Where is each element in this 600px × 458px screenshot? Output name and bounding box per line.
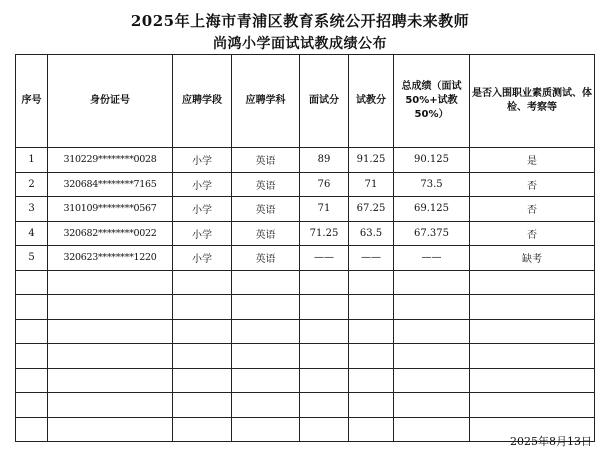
cell-stage: 小学 bbox=[173, 172, 232, 197]
empty-table-row bbox=[16, 270, 595, 295]
cell-teaching: —— bbox=[349, 246, 394, 271]
cell-no: 1 bbox=[16, 148, 48, 173]
cell-stage: 小学 bbox=[173, 246, 232, 271]
cell-id: 320623********1220 bbox=[48, 246, 173, 271]
results-table bbox=[15, 54, 595, 442]
cell-no: 3 bbox=[16, 197, 48, 222]
cell-id: 310229********0028 bbox=[48, 148, 173, 173]
header-total: 总成绩（面试50%+试教50%） bbox=[394, 55, 470, 148]
cell-status: 否 bbox=[470, 197, 595, 222]
cell-status: 否 bbox=[470, 172, 595, 197]
header-no: 序号 bbox=[16, 55, 48, 148]
empty-table-row bbox=[16, 393, 595, 418]
page-title: 2025年上海市青浦区教育系统公开招聘未来教师 bbox=[130, 12, 470, 30]
header-subject: 应聘学科 bbox=[232, 55, 300, 148]
empty-table-row bbox=[16, 417, 595, 442]
header-id: 身份证号 bbox=[48, 55, 173, 148]
empty-table-row bbox=[16, 368, 595, 393]
table-row bbox=[16, 246, 595, 271]
cell-status: 缺考 bbox=[470, 246, 595, 271]
header-stage: 应聘学段 bbox=[173, 55, 232, 148]
cell-total: —— bbox=[394, 246, 470, 271]
cell-subject: 英语 bbox=[232, 172, 300, 197]
cell-stage: 小学 bbox=[173, 197, 232, 222]
cell-total: 90.125 bbox=[394, 148, 470, 173]
cell-interview: 89 bbox=[300, 148, 349, 173]
cell-no: 2 bbox=[16, 172, 48, 197]
cell-status: 是 bbox=[470, 148, 595, 173]
cell-id: 320682********0022 bbox=[48, 221, 173, 246]
cell-interview: 76 bbox=[300, 172, 349, 197]
cell-no: 5 bbox=[16, 246, 48, 271]
empty-table-row bbox=[16, 319, 595, 344]
cell-stage: 小学 bbox=[173, 148, 232, 173]
header-status: 是否入围职业素质测试、体检、考察等 bbox=[470, 55, 595, 148]
empty-table-row bbox=[16, 344, 595, 369]
cell-teaching: 63.5 bbox=[349, 221, 394, 246]
cell-interview: 71 bbox=[300, 197, 349, 222]
header-teaching: 试教分 bbox=[349, 55, 394, 148]
cell-teaching: 91.25 bbox=[349, 148, 394, 173]
cell-total: 67.375 bbox=[394, 221, 470, 246]
cell-total: 73.5 bbox=[394, 172, 470, 197]
cell-teaching: 71 bbox=[349, 172, 394, 197]
cell-total: 69.125 bbox=[394, 197, 470, 222]
table-row bbox=[16, 172, 595, 197]
cell-interview: —— bbox=[300, 246, 349, 271]
cell-subject: 英语 bbox=[232, 221, 300, 246]
empty-table-row bbox=[16, 295, 595, 320]
cell-status: 否 bbox=[470, 221, 595, 246]
cell-no: 4 bbox=[16, 221, 48, 246]
table-row bbox=[16, 148, 595, 173]
publish-date: 2025年8月13日 bbox=[510, 435, 592, 448]
page-subtitle: 尚鸿小学面试试教成绩公布 bbox=[213, 36, 387, 52]
cell-subject: 英语 bbox=[232, 148, 300, 173]
cell-teaching: 67.25 bbox=[349, 197, 394, 222]
cell-interview: 71.25 bbox=[300, 221, 349, 246]
cell-id: 320684********7165 bbox=[48, 172, 173, 197]
table-row bbox=[16, 197, 595, 222]
cell-stage: 小学 bbox=[173, 221, 232, 246]
cell-subject: 英语 bbox=[232, 246, 300, 271]
cell-id: 310109********0567 bbox=[48, 197, 173, 222]
table-header-row bbox=[16, 55, 595, 148]
header-interview: 面试分 bbox=[300, 55, 349, 148]
table-row bbox=[16, 221, 595, 246]
cell-subject: 英语 bbox=[232, 197, 300, 222]
